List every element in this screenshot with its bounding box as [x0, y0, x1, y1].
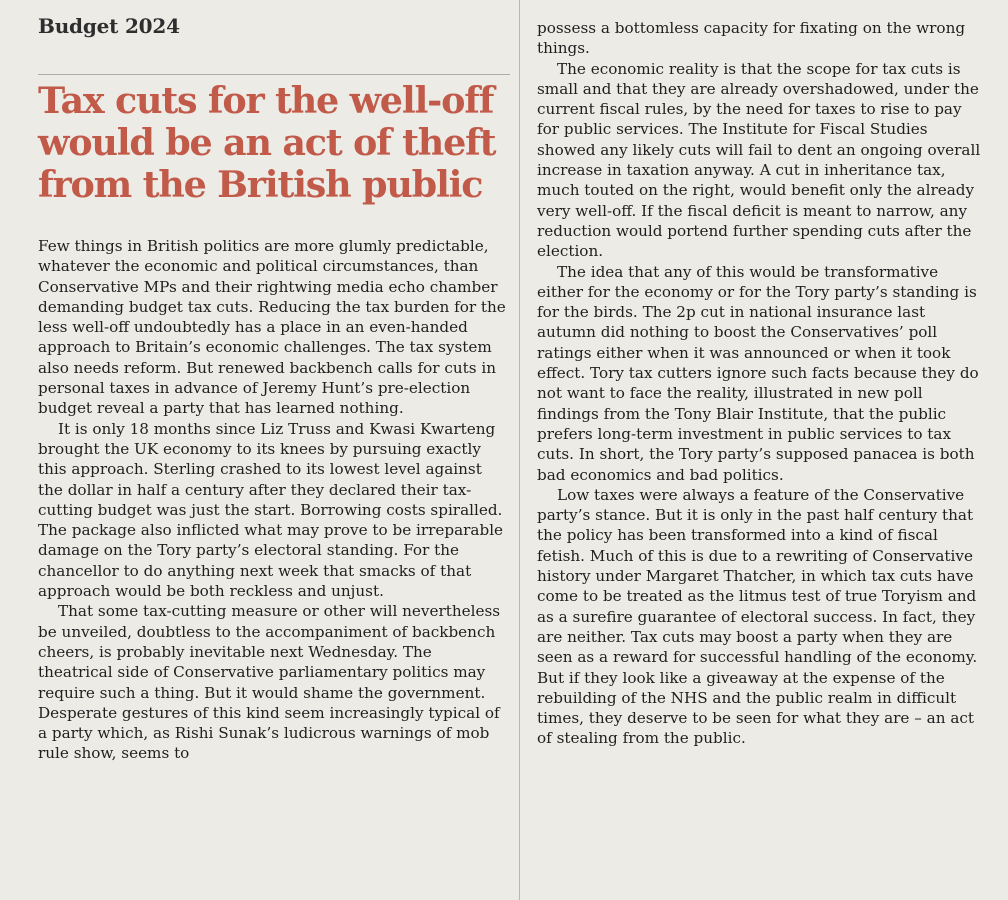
section-divider: [38, 74, 510, 75]
left-column-body: [38, 236, 508, 764]
right-column-body: [537, 18, 987, 749]
paragraph: It is only 18 months since Liz Truss and Kwasi Kwarteng brought the UK economy to its knees by pursuing exactly this approach. Sterling crashed to its lowest level against the dollar in half a century after they declared their tax-cutting budget was just the start. Borrowing costs spiralled. The package also inflicted what may prove to be irreparable damage on the Tory party’s electoral standing. For the chancellor to do anything next week that smacks of that approach would be both reckless and unjust.: [38, 419, 504, 601]
paragraph: Few things in British politics are more glumly predictable, whatever the economic and political circumstances, than Conservative MPs and their rightwing media echo chamber demanding budget tax cuts. Reducing the tax burden for the less well-off undoubtedly has a place in an even-handed approach to Britain’s economic challenges. The tax system also needs reform. But renewed backbench calls for cuts in personal taxes in advance of Jeremy Hunt’s pre-election budget reveal a party that has learned nothing.: [38, 237, 506, 418]
paragraph: That some tax-cutting measure or other will nevertheless be unveiled, doubtless to the accompaniment of backbench cheers, is probably inevitable next Wednesday. The theatrical side of Conservative parliamentary politics may require such a thing. But it would shame the government. Desperate gestures of this kind seem increasingly typical of a party which, as Rishi Sunak’s ludicrous warnings of mob rule show, seems to: [38, 602, 501, 763]
paragraph: Low taxes were always a feature of the Conservative party’s stance. But it is only in the past half century that the policy has been transformed into a kind of fiscal fetish. Much of this is due to a rewriting of Conservative history under Margaret Thatcher, in which tax cuts have come to be treated as the litmus test of true Toryism and as a surefire guarantee of electoral success. In fact, they are neither. Tax cuts may boost a party when they are seen as a reward for successful handling of the economy. But if they look like a giveaway at the expense of the rebuilding of the NHS and the public realm in difficult times, they deserve to be seen for what they are – an act of stealing from the public.: [537, 485, 978, 748]
headline: Tax cuts for the well-off would be an act of theft from the British public: [38, 79, 496, 206]
section-label: Budget 2024: [38, 14, 180, 38]
paragraph: The economic reality is that the scope for tax cuts is small and that they are already overshadowed, under the current fiscal rules, by the need for taxes to rise to pay for public services. The Institute for Fiscal Studies showed any likely cuts will fail to dent an ongoing overall increase in taxation anyway. A cut in inheritance tax, much touted on the right, would benefit only the already very well-off. If the fiscal deficit is meant to narrow, any reduction would portend further spending cuts after the election.: [537, 59, 981, 261]
paragraph-continuation: possess a bottomless capacity for fixating on the wrong things.: [537, 19, 966, 58]
paragraph: The idea that any of this would be transformative either for the economy or for the Tory party’s standing is for the birds. The 2p cut in national insurance last autumn did nothing to boost the Conservatives’ poll ratings either when it was announced or when it took effect. Tory tax cutters ignore such facts because they do not want to face the reality, illustrated in new poll findings from the Tony Blair Institute, that the public prefers long-term investment in public services to tax cuts. In short, the Tory party’s supposed panacea is both bad economics and bad politics.: [537, 262, 979, 484]
column-rule: [519, 0, 520, 900]
